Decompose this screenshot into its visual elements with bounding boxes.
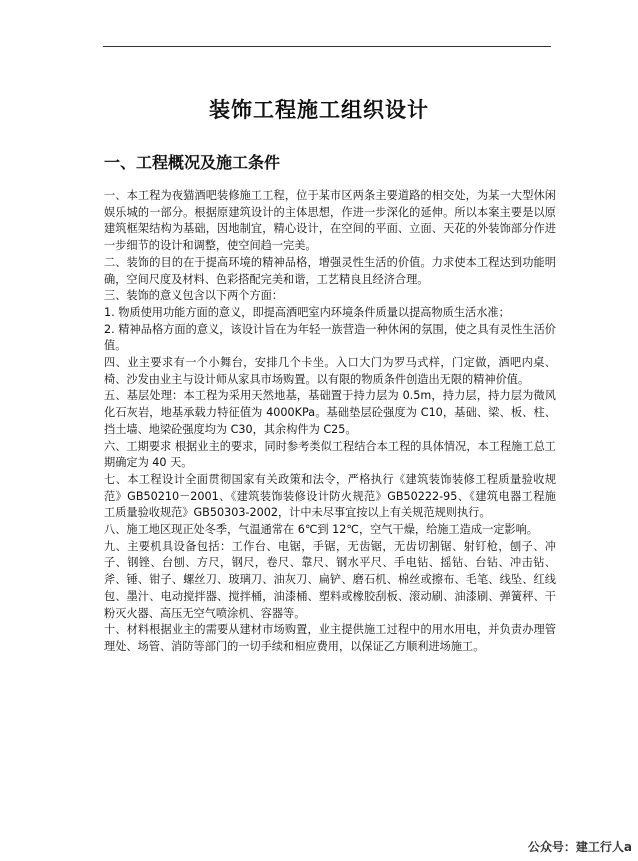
paragraph-equipment: 九、主要机具设备包括：工作台、电锯，手锯，无齿锯，无齿切割锯、射钉枪，刨子、冲子、钢锉、台刨、方尺，钢尺，卷尺、靠尺、钢水平尺、手电钻、摇钻、台钻、冲击钻、斧、锤、钳子、螺丝刀、玻璃刀、油灰刀、扁铲、磨石机、棉丝或擦布、毛笔、线坠、红线包、墨汁、电动搅拌器、搅拌桶，油漆桶、塑料或橡胶刮板、滚动刷、油漆刷、弹簧秤、干粉灭火器、高压无空气喷涂机、容器等。 <box>104 539 556 620</box>
paragraph-decoration-purpose: 二、装饰的目的在于提高环境的精神品格，增强灵性生活的价值。力求使本工程达到功能明确，空间尺度及材料、色彩搭配完美和谐，工艺精良且经济合理。 <box>104 255 556 286</box>
footer-watermark: 公众号：建工行人a <box>527 840 632 854</box>
paragraph-foundation-treatment: 五、基层处理：本工程为采用天然地基，基础置于持力层为 0.5m，持力层，持力层为微风化石灰岩，地基承载力特征值为 4000KPa。基础垫层砼强度为 C10，基础、梁、板、柱、挡土墙、地梁砼强度均为 C30，其余构件为 C25。 <box>104 389 556 436</box>
section-heading: 一、工程概况及施工条件 <box>104 153 281 172</box>
paragraph-material-function: 1. 物质使用功能方面的意义，即提高酒吧室内环境条件质量以提高物质生活水准； <box>104 305 510 319</box>
paragraph-standards: 七、本工程设计全面贯彻国家有关政策和法令，严格执行《建筑装饰装修工程质量验收规范》GB50210－2001、《建筑装饰装修设计防火规范》GB50222-95、《建筑电器工程施工质量验收规范》GB50303-2002，计中未尽事宜按以上有关规范规则执行。 <box>104 472 556 520</box>
document-title: 装饰工程施工组织设计 <box>209 98 429 122</box>
document-body <box>104 188 556 656</box>
header-rule <box>103 46 551 47</box>
paragraph-schedule: 六、工期要求 根据业主的要求，同时参考类似工程结合本工程的具体情况，本工程施工总工期确定为 40 天。 <box>104 439 556 470</box>
paragraph-project-overview: 一、本工程为夜猫酒吧装修施工工程，位于某市区两条主要道路的相交处，为某一大型休闲娱乐城的一部分。根据原建筑设计的主体思想，作进一步深化的延伸。所以本案主要是以原建筑框架结构为基础，因地制宜，精心设计，在空间的平面、立面、天花的外装饰部分作进一步细节的设计和调整，使空间趋一完美。 <box>104 189 556 253</box>
paragraph-decoration-significance: 三、装饰的意义包含以下两个方面： <box>104 289 284 303</box>
paragraph-climate: 八、施工地区现正处冬季，气温通常在 6℃到 12℃，空气干燥，给施工造成一定影响。 <box>104 523 538 537</box>
paragraph-spiritual-quality: 2. 精神品格方面的意义，该设计旨在为年轻一族营造一种休闲的氛围，使之具有灵性生活价值。 <box>104 322 556 353</box>
paragraph-owner-requirements: 四、业主要求有一个小舞台，安排几个卡坐。入口大门为罗马式样，门定做，酒吧内桌、椅、沙发由业主与设计师从家具市场购置。以有限的物质条件创造出无限的精神价值。 <box>104 356 556 386</box>
paragraph-materials: 十、材料根据业主的需要从建材市场购置，业主提供施工过程中的用水用电，并负责办理管理处、场管、消防等部门的一切手续和相应费用，以保证乙方顺利进场施工。 <box>104 623 556 653</box>
